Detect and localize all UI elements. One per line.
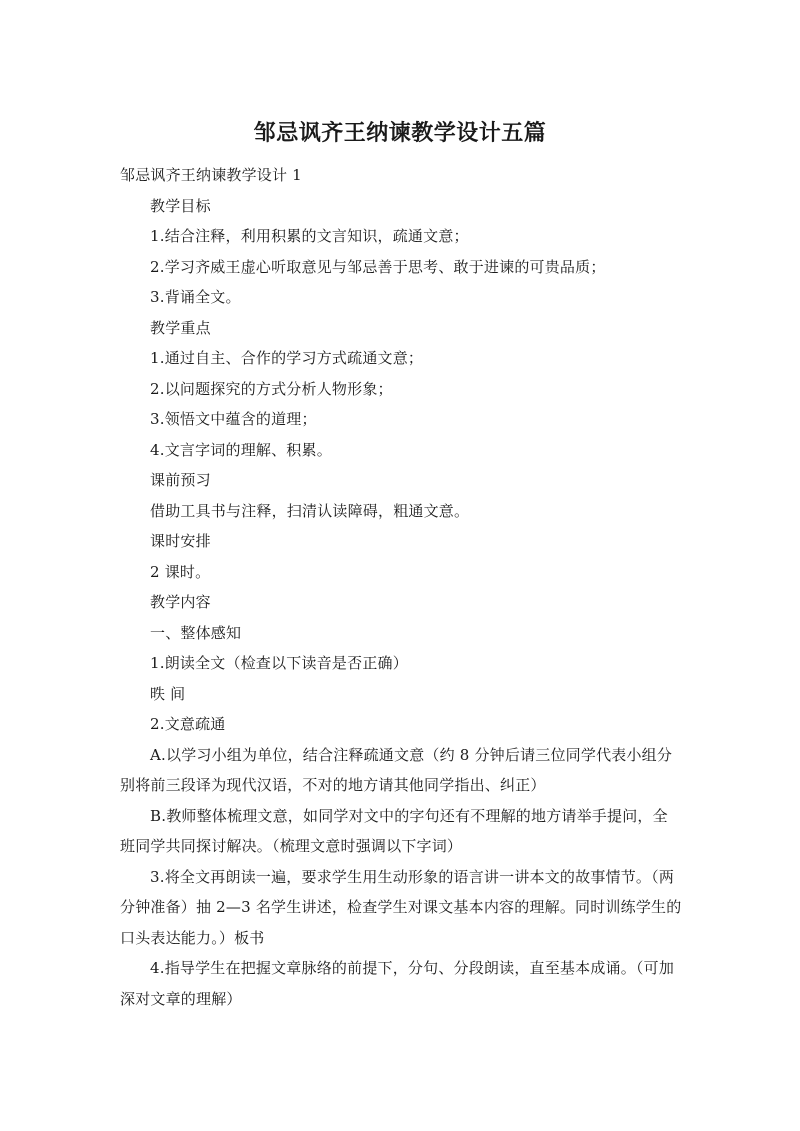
paragraph: 2.学习齐威王虚心听取意见与邹忌善于思考、敢于进谏的可贵品质； xyxy=(150,257,606,276)
paragraph: 一、整体感知 xyxy=(150,623,242,642)
paragraph: 4.文言字词的理解、积累。 xyxy=(150,440,332,459)
paragraph: 课前预习 xyxy=(150,471,211,489)
paragraph: 教学内容 xyxy=(150,593,211,611)
paragraph: 1.结合注释，利用积累的文言知识，疏通文意； xyxy=(150,227,469,245)
paragraph: 2 课时。 xyxy=(150,562,211,581)
paragraph: 借助工具书与注释，扫清认读障碍，粗通文意。 xyxy=(150,501,470,520)
paragraph: A.以学习小组为单位，结合注释疏通文意（约 8 分钟后请三位同学代表小组分别将前三段译为现代汉语，不对的地方请其他同学指出、纠正） xyxy=(120,745,673,794)
paragraph: 3.背诵全文。 xyxy=(150,288,241,306)
paragraph: 教学目标 xyxy=(150,196,211,215)
paragraph: 2.以问题探究的方式分析人物形象； xyxy=(150,379,393,398)
paragraph: 3.领悟文中蕴含的道理； xyxy=(150,410,317,428)
paragraph: 课时安排 xyxy=(150,532,211,550)
paragraph: 教学重点 xyxy=(150,318,211,337)
paragraph: 1.通过自主、合作的学习方式疏通文意； xyxy=(150,349,424,367)
section-heading: 邹忌讽齐王纳谏教学设计 1 xyxy=(120,166,302,184)
paragraph: 昳 间 xyxy=(150,684,186,703)
paragraph: 4.指导学生在把握文章脉络的前提下，分句、分段朗读，直至基本成诵。（可加深对文章的理解） xyxy=(120,959,675,1008)
paragraph: 3.将全文再朗读一遍，要求学生用生动形象的语言讲一讲本文的故事情节。（两分钟准备）抽 2—3 名学生讲述，检查学生对课文基本内容的理解。同时训练学生的口头表达能力。）板书 xyxy=(120,867,682,947)
document-body xyxy=(120,160,682,1014)
document-title: 邹忌讽齐王纳谏教学设计五篇 xyxy=(253,121,547,146)
paragraph: 1.朗读全文（检查以下读音是否正确） xyxy=(150,654,408,672)
paragraph: 2.文意疏通 xyxy=(150,715,226,733)
paragraph: B.教师整体梳理文意，如同学对文中的字句还有不理解的地方请举手提问，全班同学共同探讨解决。（梳理文意时强调以下字词） xyxy=(120,806,668,855)
